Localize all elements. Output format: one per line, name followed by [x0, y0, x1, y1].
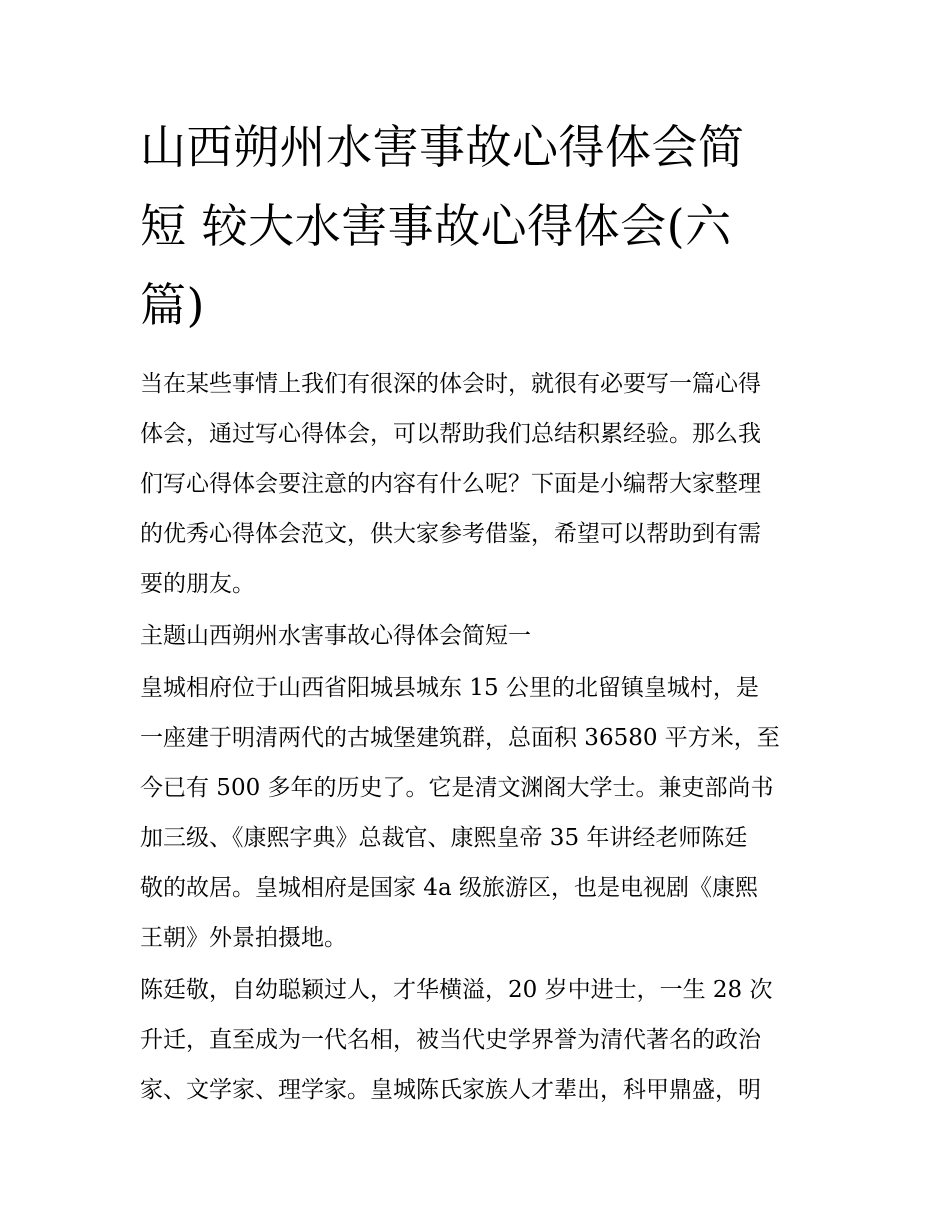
text-line: 体会，通过写心得体会，可以帮助我们总结积累经验。那么我: [140, 421, 761, 447]
text-line: 家、文学家、理学家。皇城陈氏家族人才辈出，科甲鼎盛，明: [140, 1077, 761, 1103]
text-line: 今已有 500 多年的历史了。它是清文渊阁大学士。兼吏部尚书: [140, 775, 774, 801]
text-line: 皇城相府位于山西省阳城县城东 15 公里的北留镇皇城村，是: [140, 675, 759, 701]
text-line: 当在某些事情上我们有很深的体会时，就很有必要写一篇心得: [140, 371, 761, 397]
text-line: 一座建于明清两代的古城堡建筑群，总面积 36580 平方米，至: [140, 725, 780, 751]
text-line: 王朝》外景拍摄地。: [140, 925, 347, 951]
text-line: 的优秀心得体会范文，供大家参考借鉴，希望可以帮助到有需: [140, 521, 761, 547]
body-paragraph-1: [140, 663, 815, 963]
document-page: [140, 108, 815, 1115]
body-paragraph-2: [140, 965, 815, 1115]
text-line: 敬的故居。皇城相府是国家 4a 级旅游区，也是电视剧《康熙: [140, 875, 758, 901]
title-line: 篇): [140, 278, 205, 332]
text-line: 升迁，直至成为一代名相，被当代史学界誉为清代著名的政治: [140, 1027, 761, 1053]
section-heading: [140, 611, 815, 661]
document-title: [140, 108, 815, 345]
text-line: 主题山西朔州水害事故心得体会简短一: [140, 623, 531, 649]
text-line: 要的朋友。: [140, 571, 255, 597]
text-line: 们写心得体会要注意的内容有什么呢？下面是小编帮大家整理: [140, 471, 761, 497]
intro-paragraph: [140, 359, 815, 609]
text-line: 陈廷敬，自幼聪颖过人，才华横溢，20 岁中进士，一生 28 次: [140, 977, 773, 1003]
title-line: 山西朔州水害事故心得体会简: [140, 120, 745, 174]
text-line: 加三级、《康熙字典》总裁官、康熙皇帝 35 年讲经老师陈廷: [140, 825, 748, 851]
title-line: 短 较大水害事故心得体会(六: [140, 199, 732, 253]
